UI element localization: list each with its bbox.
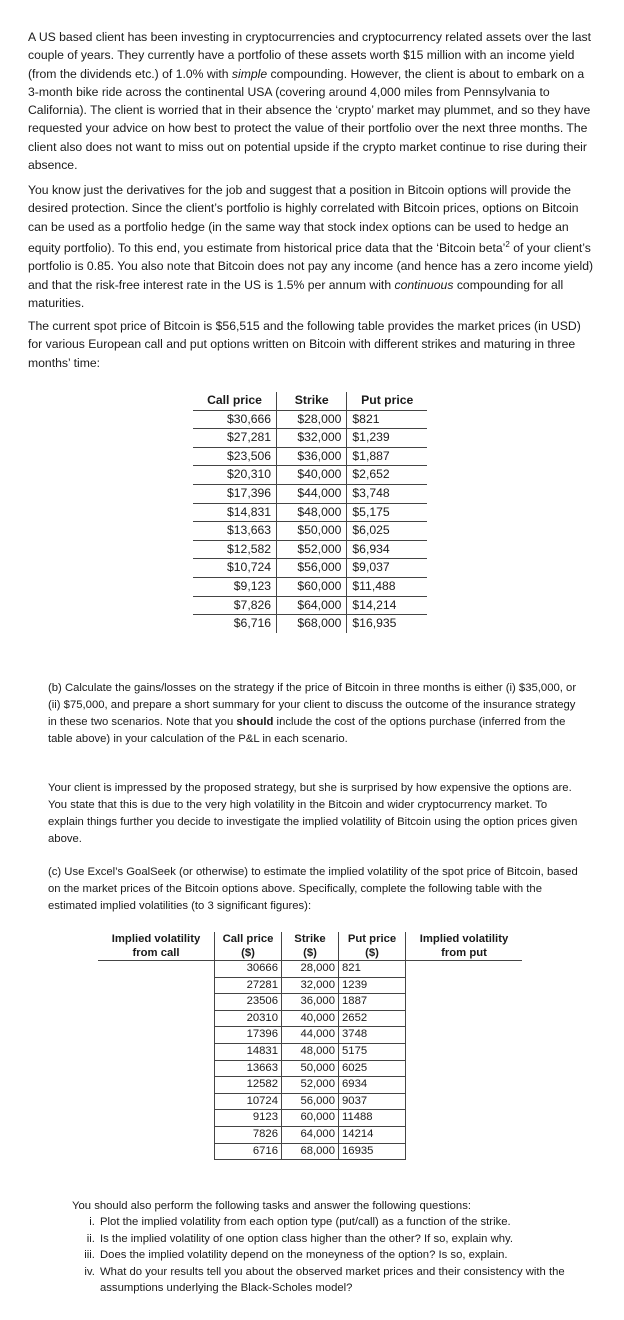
- put-price-cell: $9,037: [347, 559, 427, 578]
- transition-paragraph: Your client is impressed by the proposed strategy, but she is surprised by how expensive the options are. You state that this is due to the very high volatility in the Bitcoin and wider cryptocurrency market. To explain things further you decide to investigate the implied volatility of Bitcoin using the option prices given above.: [48, 782, 578, 845]
- iv-strike-cell: 32,000: [282, 977, 339, 994]
- iv-put-blank-cell[interactable]: [406, 1110, 523, 1127]
- iv-call-price-cell: 9123: [215, 1110, 282, 1127]
- iv-call-price-cell: 10724: [215, 1093, 282, 1110]
- iv-strike-cell: 68,000: [282, 1143, 339, 1160]
- put-price-cell: $1,887: [347, 447, 427, 466]
- call-price-cell: $27,281: [193, 429, 277, 448]
- header-strike-usd: Strike ($): [282, 932, 339, 961]
- intro-paragraph-2: You know just the derivatives for the job and suggest that a position in Bitcoin options will provide the desired protection. Since the client’s portfolio is highly correlated with Bitcoin prices, options on Bitcoin can be used as a portfolio hedge (in the same way that stock index options can be used to hedge an equity portfolio). To this end, you estimate from historical price data that the ‘Bitcoin beta’$^2$ of your client’s portfolio is 0.85. You also note that Bitcoin does not pay any income (and hence has a zero income yield) and that the risk-free interest rate in the US is 1.5% per annum with continuous compounding for all maturities.: [28, 183, 594, 310]
- iv-row: [98, 1010, 522, 1027]
- header-iv-call: Implied volatility from call: [98, 932, 215, 961]
- iv-call-price-cell: 13663: [215, 1060, 282, 1077]
- header-put-price-usd: Put price ($): [339, 932, 406, 961]
- iv-call-price-cell: 20310: [215, 1010, 282, 1027]
- strike-cell: $28,000: [277, 410, 347, 429]
- iv-put-blank-cell[interactable]: [406, 994, 523, 1011]
- iv-strike-cell: 40,000: [282, 1010, 339, 1027]
- iv-call-price-cell: 30666: [215, 961, 282, 978]
- iv-put-blank-cell[interactable]: [406, 1043, 523, 1060]
- option-price-row: [193, 410, 427, 429]
- option-price-row: [193, 447, 427, 466]
- iv-row: [98, 994, 522, 1011]
- iv-row: [98, 1043, 522, 1060]
- iv-put-price-cell: 14214: [339, 1126, 406, 1143]
- intro-paragraph-3: The current spot price of Bitcoin is $56,515 and the following table provides the market prices (in USD) for various European call and put options written on Bitcoin with different strikes and maturing in three months’ time:: [28, 319, 581, 370]
- header-iv-put: Implied volatility from put: [406, 932, 523, 961]
- option-price-row: [193, 522, 427, 541]
- option-prices-table: [193, 392, 427, 633]
- call-price-cell: $12,582: [193, 540, 277, 559]
- call-price-cell: $13,663: [193, 522, 277, 541]
- iv-row: [98, 1126, 522, 1143]
- iv-call-price-cell: 17396: [215, 1027, 282, 1044]
- option-price-row: [193, 466, 427, 485]
- iv-row: [98, 1060, 522, 1077]
- iv-row: [98, 1093, 522, 1110]
- iv-call-blank-cell[interactable]: [98, 1077, 215, 1094]
- strike-cell: $48,000: [277, 503, 347, 522]
- call-price-cell: $6,716: [193, 615, 277, 633]
- iv-call-blank-cell[interactable]: [98, 961, 215, 978]
- iv-row: [98, 961, 522, 978]
- iv-put-blank-cell[interactable]: [406, 977, 523, 994]
- put-price-cell: $14,214: [347, 596, 427, 615]
- iv-put-price-cell: 3748: [339, 1027, 406, 1044]
- call-price-cell: $9,123: [193, 577, 277, 596]
- call-price-cell: $30,666: [193, 410, 277, 429]
- put-price-cell: $6,934: [347, 540, 427, 559]
- header-call-price: Call price: [193, 392, 277, 410]
- iv-put-price-cell: 16935: [339, 1143, 406, 1160]
- iv-put-blank-cell[interactable]: [406, 961, 523, 978]
- iv-strike-cell: 36,000: [282, 994, 339, 1011]
- iv-put-price-cell: 11488: [339, 1110, 406, 1127]
- iv-header-row: [98, 932, 522, 961]
- strike-cell: $44,000: [277, 484, 347, 503]
- option-price-row: [193, 484, 427, 503]
- part-b-text: (b) Calculate the gains/losses on the strategy if the price of Bitcoin in three months is either (i) $35,000, or (ii) $75,000, and prepare a short summary for your client to discuss the outcome of the insurance strategy in these two scenarios. Note that you should include the cost of the options purchase (inferred from the table above) in your calculation of the P&L in each scenario.: [48, 682, 577, 745]
- iv-row: [98, 1027, 522, 1044]
- iv-put-blank-cell[interactable]: [406, 1027, 523, 1044]
- put-price-cell: $821: [347, 410, 427, 429]
- put-price-cell: $3,748: [347, 484, 427, 503]
- iv-put-price-cell: 1239: [339, 977, 406, 994]
- option-price-row: [193, 540, 427, 559]
- header-strike: Strike: [277, 392, 347, 410]
- iv-put-blank-cell[interactable]: [406, 1126, 523, 1143]
- tasks-section: [72, 1198, 592, 1296]
- iv-strike-cell: 48,000: [282, 1043, 339, 1060]
- strike-cell: $68,000: [277, 615, 347, 633]
- option-price-row: [193, 596, 427, 615]
- iv-put-blank-cell[interactable]: [406, 1010, 523, 1027]
- iv-row: [98, 1143, 522, 1160]
- strike-cell: $52,000: [277, 540, 347, 559]
- iv-put-price-cell: 6934: [339, 1077, 406, 1094]
- part-c-text: (c) Use Excel’s GoalSeek (or otherwise) to estimate the implied volatility of the spot price of Bitcoin, based on the market prices of the Bitcoin options above. Specifically, complete the following table with the estimated implied volatilities (to 3 significant figures):: [48, 866, 578, 912]
- intro-paragraph-1: A US based client has been investing in cryptocurrencies and cryptocurrency related assets over the last couple of years. They currently have a portfolio of these assets worth $15 million with an income yield (from the dividends etc.) of 1.0% with simple compounding. However, the client is about to embark on a 3-month bike ride across the continental USA (covering around 4,000 miles from Pennsylvania to California). The client is worried that in their absence the ‘crypto’ market may plummet, and so they have requested your advice on how best to protect the value of their portfolio over the next three months. The client also does not want to miss out on potential upside if the crypto market continue to rise during their absence.: [28, 30, 591, 173]
- iv-strike-cell: 64,000: [282, 1126, 339, 1143]
- iv-call-blank-cell[interactable]: [98, 1060, 215, 1077]
- iv-row: [98, 1110, 522, 1127]
- strike-cell: $40,000: [277, 466, 347, 485]
- option-price-row: [193, 559, 427, 578]
- iv-call-blank-cell[interactable]: [98, 1010, 215, 1027]
- tasks-list: [72, 1214, 592, 1296]
- iv-put-price-cell: 821: [339, 961, 406, 978]
- iv-call-price-cell: 23506: [215, 994, 282, 1011]
- put-price-cell: $11,488: [347, 577, 427, 596]
- iv-table-body: [98, 961, 522, 1160]
- strike-cell: $36,000: [277, 447, 347, 466]
- iv-call-price-cell: 12582: [215, 1077, 282, 1094]
- iv-call-blank-cell[interactable]: [98, 1093, 215, 1110]
- header-call-price-usd: Call price ($): [215, 932, 282, 961]
- strike-cell: $64,000: [277, 596, 347, 615]
- iv-put-price-cell: 5175: [339, 1043, 406, 1060]
- iv-call-blank-cell[interactable]: [98, 1110, 215, 1127]
- implied-volatility-table: [98, 932, 522, 1160]
- tasks-intro: You should also perform the following tasks and answer the following questions:: [72, 1200, 471, 1212]
- iv-put-blank-cell[interactable]: [406, 1077, 523, 1094]
- iv-strike-cell: 50,000: [282, 1060, 339, 1077]
- task-item: ii. Is the implied volatility of one option class higher than the other? If so, explain why.: [98, 1231, 592, 1247]
- strike-cell: $56,000: [277, 559, 347, 578]
- task-item: iii. Does the implied volatility depend on the moneyness of the option? Is so, explain.: [98, 1247, 592, 1263]
- iv-strike-cell: 52,000: [282, 1077, 339, 1094]
- iv-put-price-cell: 1887: [339, 994, 406, 1011]
- option-prices-body: [193, 410, 427, 633]
- iv-row: [98, 977, 522, 994]
- iv-call-blank-cell[interactable]: [98, 994, 215, 1011]
- iv-call-blank-cell[interactable]: [98, 1043, 215, 1060]
- iv-call-blank-cell[interactable]: [98, 977, 215, 994]
- iv-put-blank-cell[interactable]: [406, 1093, 523, 1110]
- option-prices-header-row: [193, 392, 427, 410]
- iv-strike-cell: 28,000: [282, 961, 339, 978]
- iv-row: [98, 1077, 522, 1094]
- strike-cell: $32,000: [277, 429, 347, 448]
- call-price-cell: $10,724: [193, 559, 277, 578]
- iv-call-price-cell: 7826: [215, 1126, 282, 1143]
- option-price-row: [193, 429, 427, 448]
- task-item: i. Plot the implied volatility from each option type (put/call) as a function of the strike.: [98, 1214, 592, 1230]
- option-price-row: [193, 615, 427, 633]
- call-price-cell: $7,826: [193, 596, 277, 615]
- iv-call-blank-cell[interactable]: [98, 1143, 215, 1160]
- header-put-price: Put price: [347, 392, 427, 410]
- iv-call-blank-cell[interactable]: [98, 1027, 215, 1044]
- call-price-cell: $14,831: [193, 503, 277, 522]
- iv-call-price-cell: 6716: [215, 1143, 282, 1160]
- call-price-cell: $17,396: [193, 484, 277, 503]
- iv-call-price-cell: 14831: [215, 1043, 282, 1060]
- option-price-row: [193, 503, 427, 522]
- iv-strike-cell: 56,000: [282, 1093, 339, 1110]
- put-price-cell: $6,025: [347, 522, 427, 541]
- put-price-cell: $16,935: [347, 615, 427, 633]
- option-price-row: [193, 577, 427, 596]
- put-price-cell: $1,239: [347, 429, 427, 448]
- task-item: iv. What do your results tell you about the observed market prices and their consistency with the assumptions underlying the Black-Scholes model?: [98, 1264, 592, 1297]
- iv-put-blank-cell[interactable]: [406, 1060, 523, 1077]
- strike-cell: $50,000: [277, 522, 347, 541]
- call-price-cell: $23,506: [193, 447, 277, 466]
- call-price-cell: $20,310: [193, 466, 277, 485]
- iv-strike-cell: 44,000: [282, 1027, 339, 1044]
- put-price-cell: $2,652: [347, 466, 427, 485]
- put-price-cell: $5,175: [347, 503, 427, 522]
- iv-put-price-cell: 2652: [339, 1010, 406, 1027]
- iv-put-blank-cell[interactable]: [406, 1143, 523, 1160]
- strike-cell: $60,000: [277, 577, 347, 596]
- iv-call-blank-cell[interactable]: [98, 1126, 215, 1143]
- iv-put-price-cell: 6025: [339, 1060, 406, 1077]
- iv-call-price-cell: 27281: [215, 977, 282, 994]
- iv-put-price-cell: 9037: [339, 1093, 406, 1110]
- iv-strike-cell: 60,000: [282, 1110, 339, 1127]
